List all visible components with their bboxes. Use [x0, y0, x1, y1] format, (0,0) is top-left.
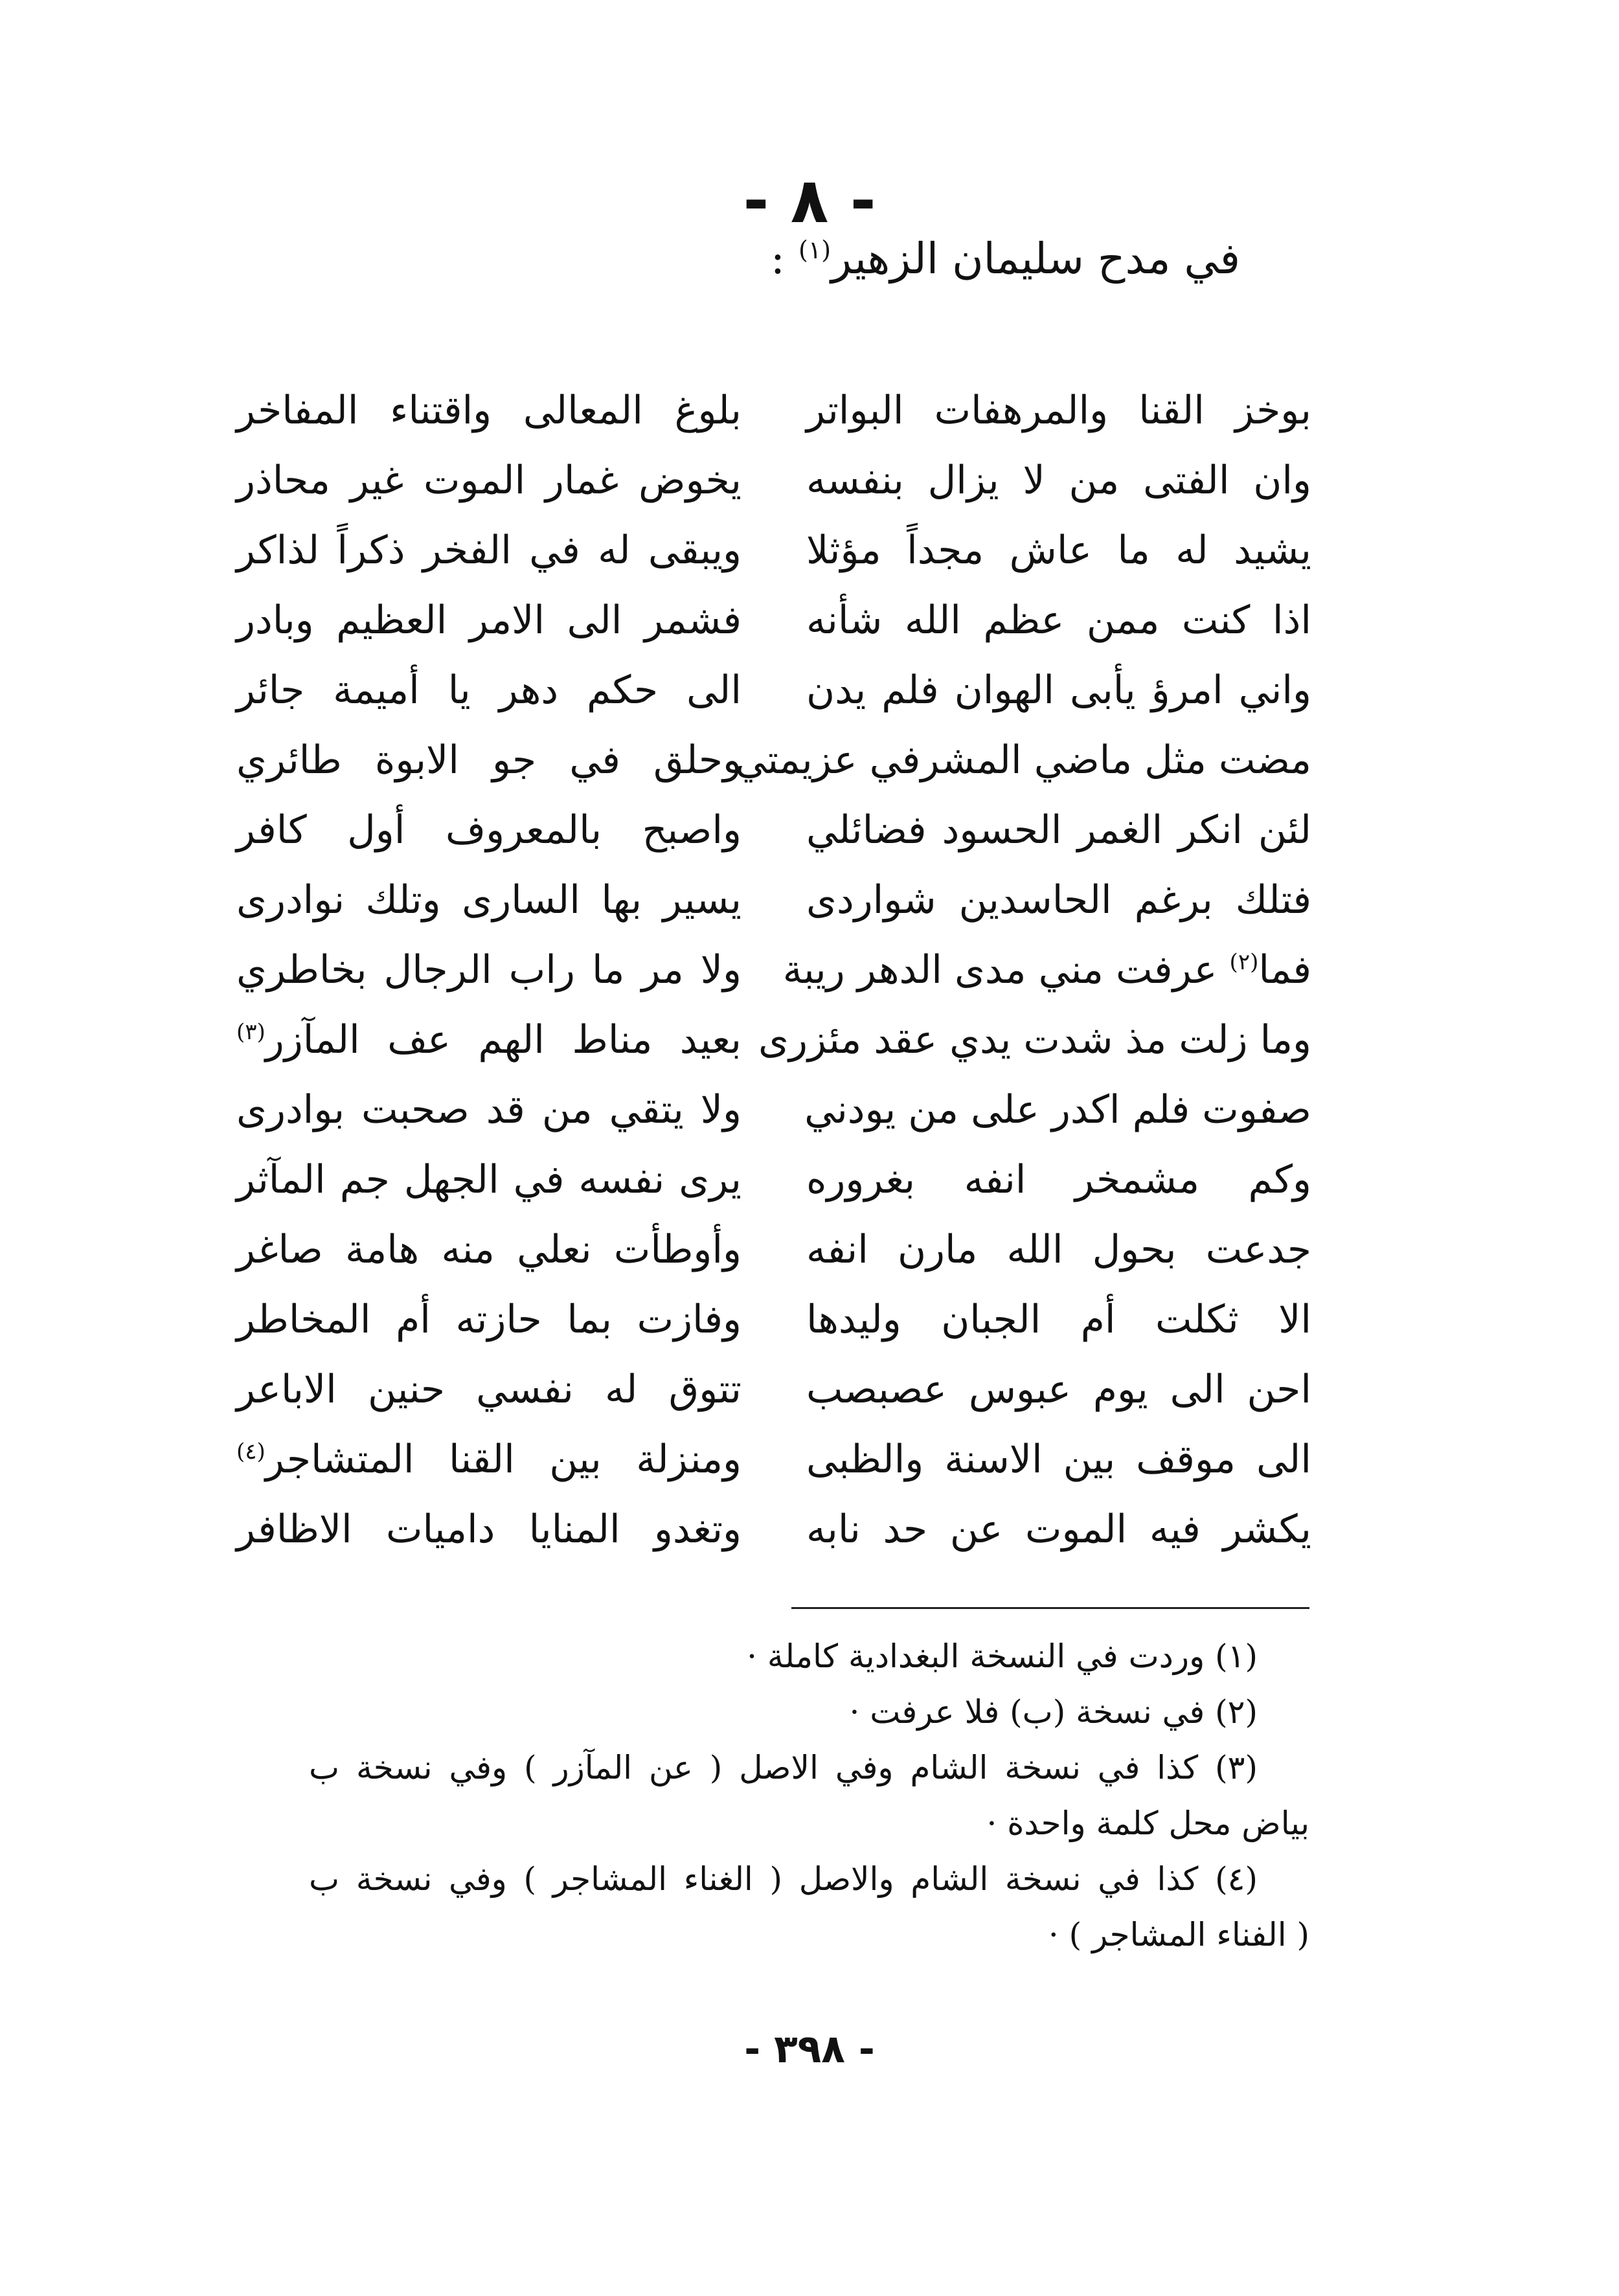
verse-text: ولا مر ما راب الرجال بخاطري: [236, 947, 742, 993]
verse-text: وكم مشمخر انفه بغروره: [806, 1157, 1311, 1202]
verse-line: [236, 1215, 742, 1285]
verse-text: احن الى يوم عبوس عصبصب: [806, 1367, 1311, 1412]
poem-title-colon: :: [770, 234, 799, 284]
verse-line: [806, 1145, 1311, 1215]
verse-line: [806, 795, 1311, 865]
verse-line: [806, 1075, 1311, 1145]
section-number: - ٨ -: [743, 164, 876, 237]
verse-text: مضت مثل ماضي المشرفي عزيمتي: [735, 737, 1311, 783]
verse-line: [236, 935, 742, 1005]
poem-right-column: [735, 376, 1311, 1564]
verse-text: وأوطأت نعلي منه هامة صاغر: [236, 1227, 742, 1272]
footnote-2: (٢) في نسخة (ب) فلا عرفت ·: [849, 1693, 1258, 1731]
verse-text: ولا يتقي من قد صحبت بوادرى: [236, 1087, 742, 1132]
verse-text: جدعت بحول الله مارن انفه: [806, 1227, 1311, 1272]
verse-line: [735, 725, 1311, 795]
verse-line: [806, 515, 1311, 585]
verse-text: وحلق في جو الابوة طائري: [236, 737, 742, 783]
verse-text: ويبقى له في الفخر ذكراً لذاكر: [236, 528, 742, 573]
verse-text: بوخز القنا والمرهفات البواتر: [806, 388, 1311, 433]
verse-text: لئن انكر الغمر الحسود فضائلي: [806, 807, 1311, 853]
verse-text: فشمر الى الامر العظيم وبادر: [236, 598, 742, 643]
verse-text: واصبح بالمعروف أول كافر: [236, 807, 742, 853]
verse-line: [236, 376, 742, 445]
verse-text: واني امرؤ يأبى الهوان فلم يدن: [806, 668, 1311, 713]
verse-line: [806, 865, 1311, 935]
verse-line: [806, 1494, 1311, 1564]
footnote-4: (٤) كذا في نسخة الشام والاصل ( الغناء المشاجر ) وفي نسخة ب: [309, 1860, 1258, 1898]
footnote-marker: (٤): [236, 1439, 266, 1465]
poem-left-column: [236, 376, 742, 1564]
verse-text: وتغدو المنايا داميات الاظافر: [236, 1507, 742, 1552]
verse-text: ومنزلة بين القنا المتشاجر: [265, 1437, 742, 1482]
verse-line: [758, 1005, 1311, 1075]
verse-text: فما: [1258, 947, 1311, 993]
verse-line: [806, 585, 1311, 655]
verse-text: اذا كنت ممن عظم الله شأنه: [806, 598, 1311, 643]
footnote-marker: (٣): [236, 1019, 266, 1045]
verse-line: [236, 515, 742, 585]
verse-line: [806, 1285, 1311, 1355]
verse-line: [236, 1494, 742, 1564]
footnote-1: (١) وردت في النسخة البغدادية كاملة ·: [747, 1638, 1258, 1675]
poem-title: [771, 233, 1240, 284]
verse-line: [806, 1355, 1311, 1424]
poem-title-text: في مدح سليمان الزهير: [831, 234, 1240, 284]
verse-text: يكشر فيه الموت عن حد نابه: [806, 1507, 1311, 1552]
verse-text: تتوق له نفسي حنين الاباعر: [236, 1367, 742, 1412]
page-number: - ٣٩٨ -: [744, 2027, 875, 2072]
verse-line: [806, 445, 1311, 515]
footnote-marker: (١): [798, 236, 832, 264]
verse-text: يسير بها السارى وتلك نوادرى: [236, 877, 742, 923]
verse-line: [806, 1215, 1311, 1285]
verse-line: [236, 725, 742, 795]
verse-line: [236, 1355, 742, 1424]
footnotes: [309, 1628, 1309, 1963]
verse-line: [806, 376, 1311, 445]
verse-line: [236, 1005, 742, 1075]
verse-text: الى حكم دهر يا أميمة جائر: [236, 668, 742, 713]
verse-line: [236, 1145, 742, 1215]
footnote-3: (٣) كذا في نسخة الشام وفي الاصل ( عن المآزر ) وفي نسخة ب: [309, 1749, 1258, 1786]
verse-line: [236, 445, 742, 515]
verse-text: بلوغ المعالى واقتناء المفاخر: [236, 388, 742, 433]
verse-text: يشيد له ما عاش مجداً مؤثلا: [806, 528, 1311, 573]
verse-text: وما زلت مذ شدت يدي عقد مئزرى: [758, 1017, 1311, 1063]
verse-line: [236, 865, 742, 935]
verse-text: وان الفتى من لا يزال بنفسه: [806, 458, 1311, 503]
verse-text: وفازت بما حازته أم المخاطر: [236, 1297, 742, 1342]
verse-line: [236, 1075, 742, 1145]
verse-line: [236, 1424, 742, 1494]
verse-text-continued: عرفت مني مدى الدهر ريبة: [782, 947, 1230, 993]
footnote-divider: [791, 1607, 1309, 1609]
footnote-3-continued: بياض محل كلمة واحدة ·: [986, 1805, 1309, 1842]
footnote-marker: (٢): [1229, 949, 1259, 975]
verse-text: فتلك برغم الحاسدين شواردى: [806, 877, 1311, 923]
verse-line: [236, 655, 742, 725]
verse-text: صفوت فلم اكدر على من يودني: [804, 1087, 1311, 1132]
verse-line: [236, 1285, 742, 1355]
verse-text: الا ثكلت أم الجبان وليدها: [806, 1297, 1311, 1342]
verse-text: بعيد مناط الهم عف المآزر: [265, 1017, 742, 1063]
verse-line: [236, 795, 742, 865]
footnote-4-continued: ( الفناء المشاجر ) ·: [1048, 1916, 1309, 1953]
verse-line: [236, 585, 742, 655]
verse-line: [806, 655, 1311, 725]
verse-text: يخوض غمار الموت غير محاذر: [236, 458, 742, 503]
verse-text: الى موقف بين الاسنة والظبى: [806, 1437, 1311, 1482]
verse-line: [782, 935, 1311, 1005]
verse-line: [806, 1424, 1311, 1494]
verse-text: يرى نفسه في الجهل جم المآثر: [236, 1157, 742, 1202]
